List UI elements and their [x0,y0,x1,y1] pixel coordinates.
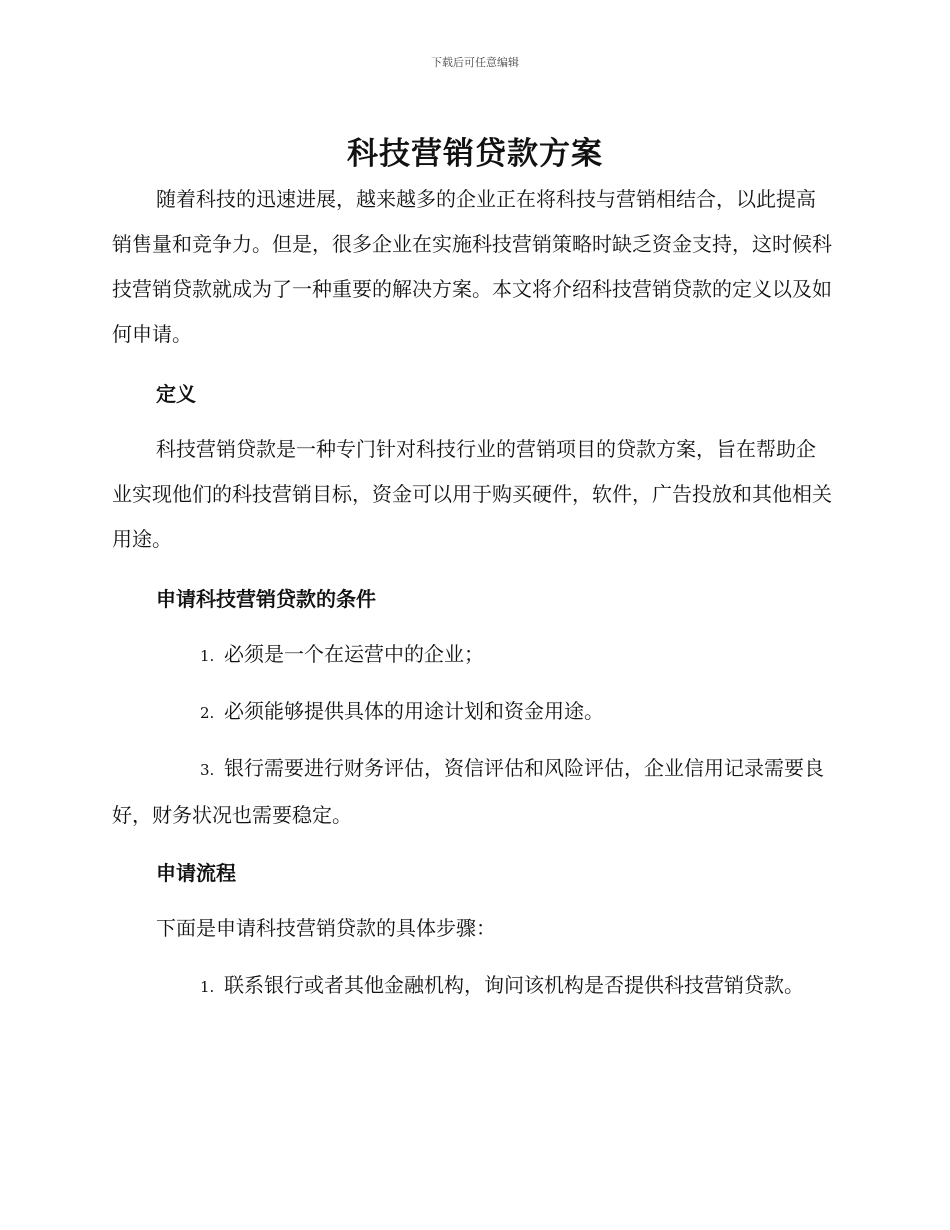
definition-paragraph: 科技营销贷款是一种专门针对科技行业的营销项目的贷款方案，旨在帮助企业实现他们的科技营销目标，资金可以用于购买硬件，软件，广告投放和其他相关用途。 [112,437,832,551]
list-item-number: 1. [200,647,215,665]
list-item-text: 必须能够提供具体的用途计划和资金用途。 [224,699,604,723]
process-intro: 下面是申请科技营销贷款的具体步骤： [156,916,496,940]
section-heading-conditions: 申请科技营销贷款的条件 [156,587,376,611]
page-header-note: 下载后可任意编辑 [431,56,519,69]
list-item-number: 1. [200,978,215,996]
section-heading-definition: 定义 [156,382,196,406]
document-title: 科技营销贷款方案 [347,136,603,172]
list-item-text: 银行需要进行财务评估，资信评估和风险评估，企业信用记录需要良好，财务状况也需要稳定。 [112,756,824,827]
intro-paragraph: 随着科技的迅速进展，越来越多的企业正在将科技与营销相结合，以此提高销售量和竞争力。但是，很多企业在实施科技营销策略时缺乏资金支持，这时候科技营销贷款就成为了一种重要的解决方案。本文将介绍科技营销贷款的定义以及如何申请。 [112,187,832,346]
list-item [112,632,832,679]
list-item [112,689,832,736]
list-item-number: 3. [200,761,215,779]
list-item-number: 2. [200,704,215,722]
list-item-text: 必须是一个在运营中的企业； [224,642,484,666]
list-item [112,746,832,838]
list-item-text: 联系银行或者其他金融机构，询问该机构是否提供科技营销贷款。 [224,973,804,997]
section-heading-process: 申请流程 [156,861,236,885]
list-item [112,963,832,1010]
